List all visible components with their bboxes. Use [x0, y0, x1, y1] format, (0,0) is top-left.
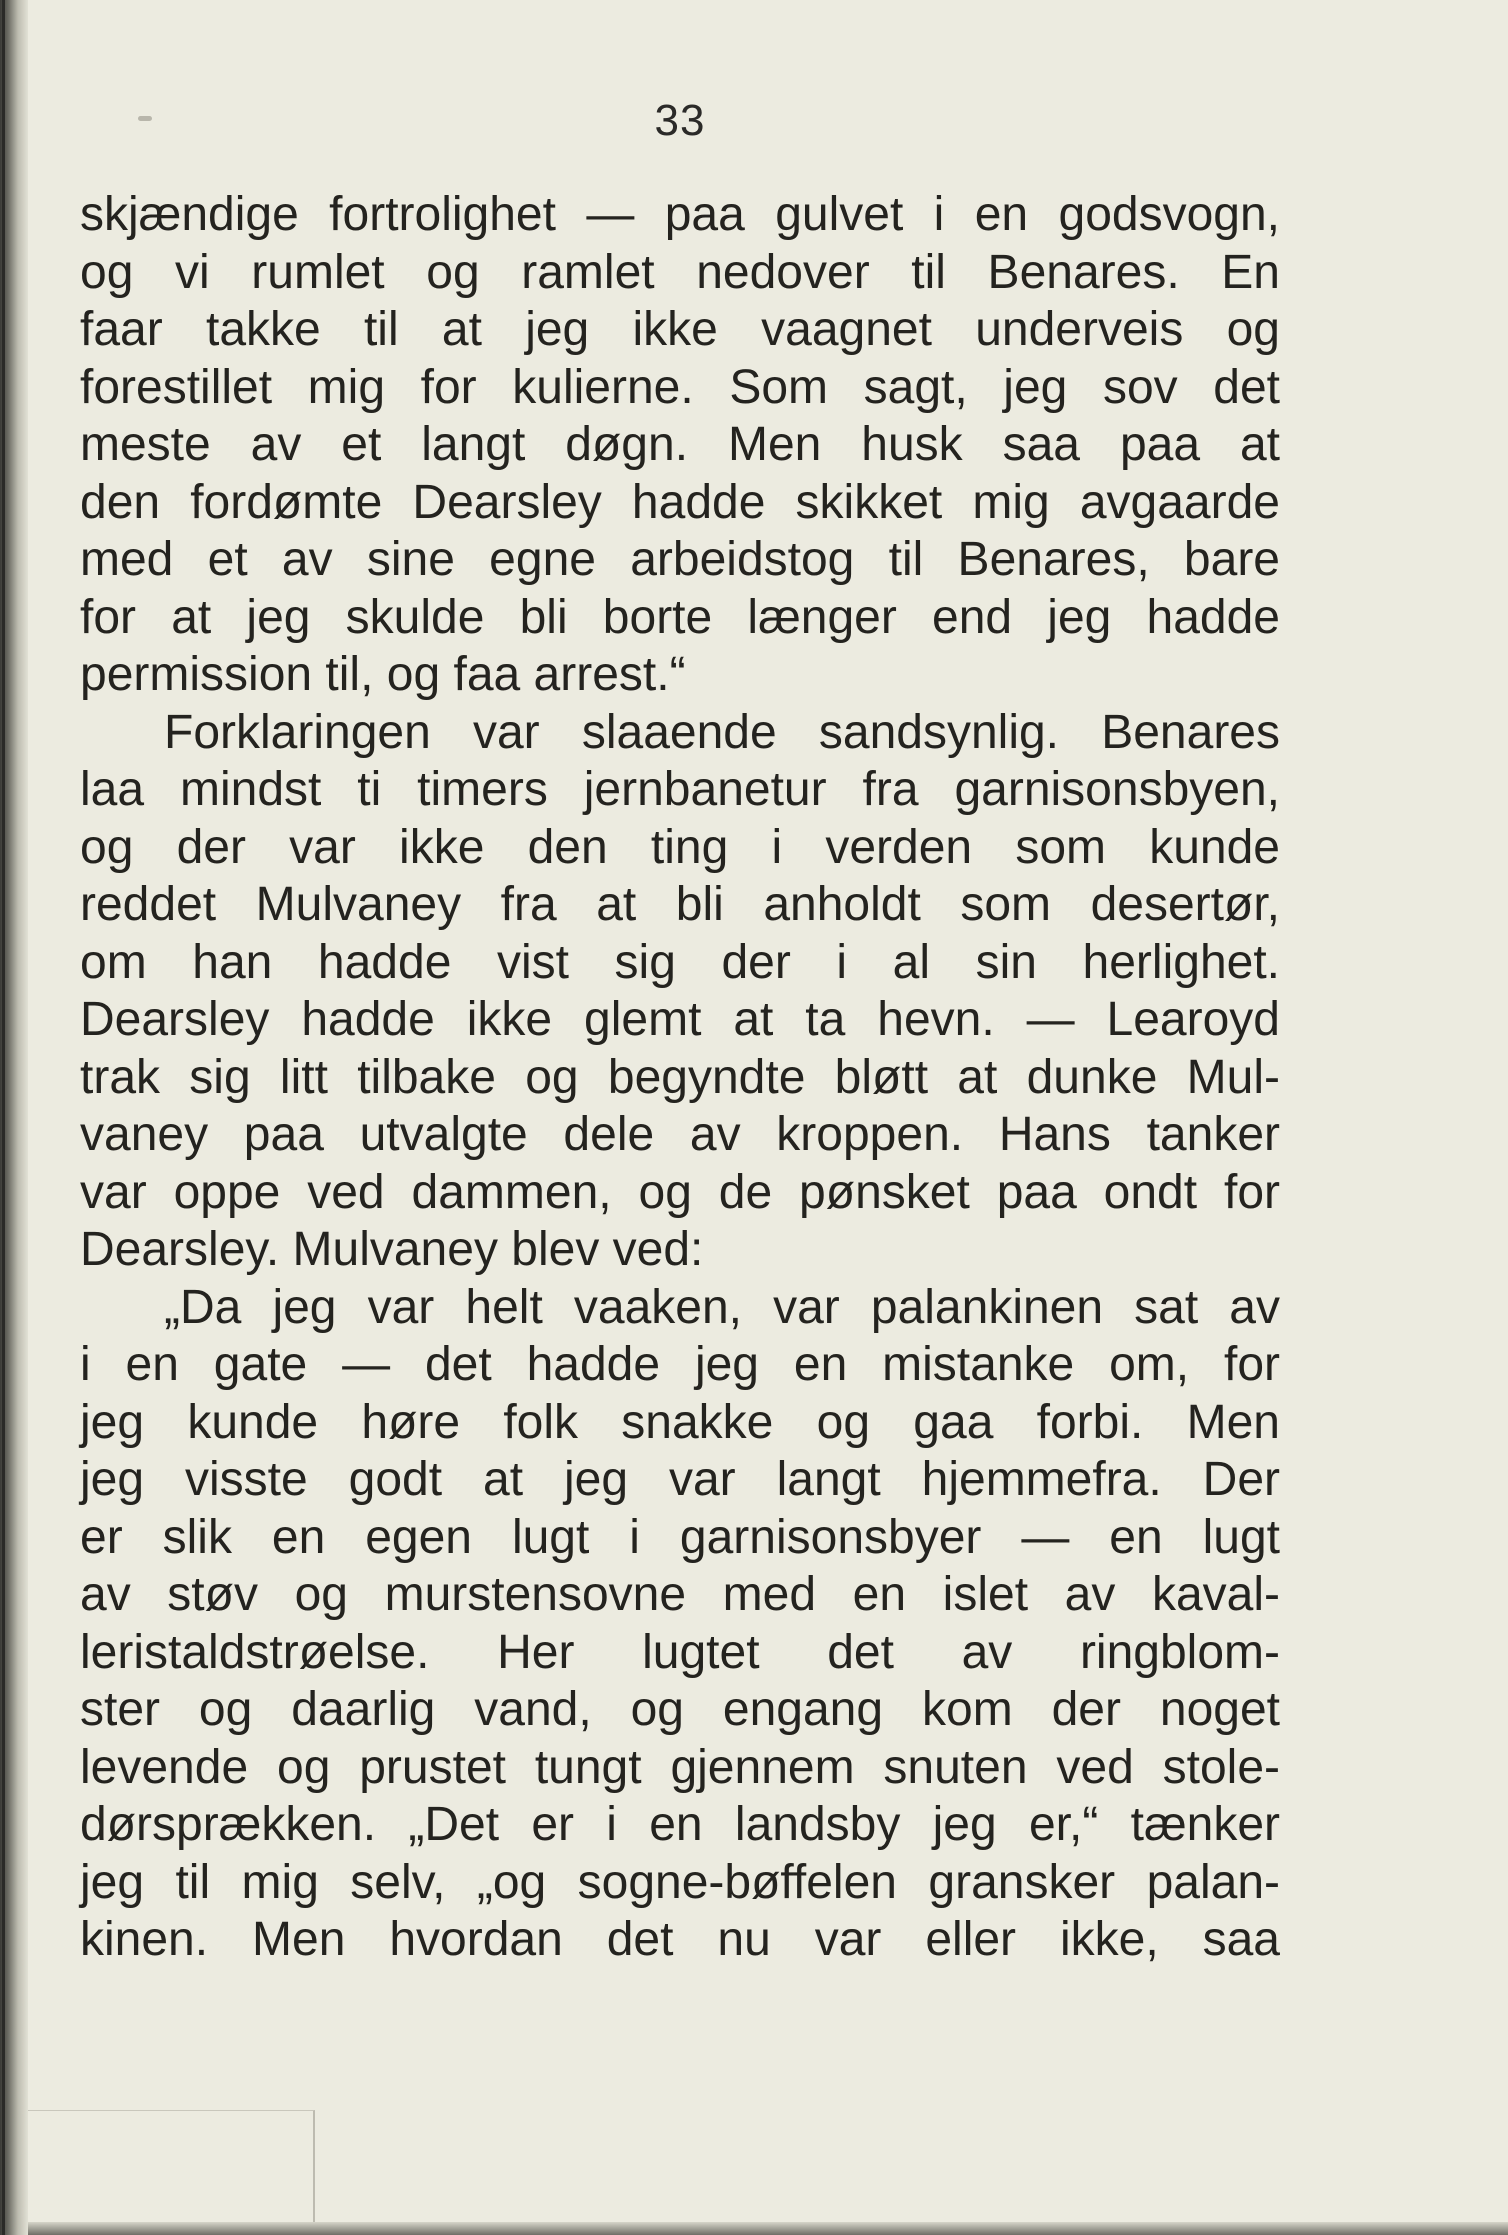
text-line: meste av et langt døgn. Men husk saa paa at — [80, 418, 1280, 471]
text-line: vaney paa utvalgte dele av kroppen. Hans tanker — [80, 1108, 1280, 1161]
text-line: av støv og murstensovne med en islet av kaval- — [80, 1568, 1280, 1621]
text-line: „Da jeg var helt vaaken, var palankinen sat av — [164, 1280, 1280, 1334]
text-line: Dearsley hadde ikke glemt at ta hevn. — Learoyd — [80, 993, 1280, 1046]
text-line: reddet Mulvaney fra at bli anholdt som desertør, — [80, 878, 1280, 931]
text-line: jeg til mig selv, „og sogne-bøffelen gransker palan- — [80, 1855, 1280, 1909]
text-line: laa mindst ti timers jernbanetur fra garnisonsbyen, — [80, 763, 1280, 816]
spine-edge-line — [2, 0, 5, 2235]
text-line: levende og prustet tungt gjennem snuten ved stole- — [80, 1740, 1280, 1794]
text-line: og vi rumlet og ramlet nedover til Benares. En — [80, 245, 1280, 299]
text-line: faar takke til at jeg ikke vaagnet underveis og — [80, 303, 1280, 356]
page-corner-frame — [28, 2110, 315, 2235]
text-line: ster og daarlig vand, og engang kom der noget — [80, 1683, 1280, 1736]
text-line: leristaldstrøelse. Her lugtet det av ringblom- — [80, 1625, 1280, 1679]
text-line: jeg visste godt at jeg var langt hjemmefra. Der — [80, 1453, 1280, 1506]
page-bottom-edge — [28, 2222, 1508, 2235]
text-line: jeg kunde høre folk snakke og gaa forbi. Men — [80, 1395, 1280, 1449]
text-line: for at jeg skulde bli borte længer end jeg hadde — [80, 590, 1280, 644]
text-line: kinen. Men hvordan det nu var eller ikke, saa — [80, 1913, 1280, 1966]
text-line: Dearsley. Mulvaney blev ved: — [80, 1223, 704, 1276]
text-line: og der var ikke den ting i verden som kunde — [80, 820, 1280, 874]
text-line: dørsprækken. „Det er i en landsby jeg er,“ tænker — [80, 1798, 1280, 1851]
text-line: permission til, og faa arrest.“ — [80, 648, 686, 701]
text-line: var oppe ved dammen, og de pønsket paa ondt for — [80, 1165, 1280, 1219]
text-line: med et av sine egne arbeidstog til Benares, bare — [80, 533, 1280, 586]
text-line: trak sig litt tilbake og begyndte bløtt at dunke Mul- — [80, 1050, 1280, 1104]
text-line: Forklaringen var slaaende sandsynlig. Benares — [164, 705, 1280, 759]
text-line: skjændige fortrolighet — paa gulvet i en godsvogn, — [80, 188, 1280, 241]
text-line: i en gate — det hadde jeg en mistanke om, for — [80, 1338, 1280, 1391]
text-line: forestillet mig for kulierne. Som sagt, jeg sov det — [80, 360, 1280, 414]
text-line: er slik en egen lugt i garnisonsbyer — en lugt — [80, 1510, 1280, 1564]
page-number: 33 — [654, 96, 706, 145]
body-text — [80, 186, 1280, 1969]
text-line: om han hadde vist sig der i al sin herlighet. — [80, 935, 1280, 989]
text-line: den fordømte Dearsley hadde skikket mig avgaarde — [80, 475, 1280, 529]
